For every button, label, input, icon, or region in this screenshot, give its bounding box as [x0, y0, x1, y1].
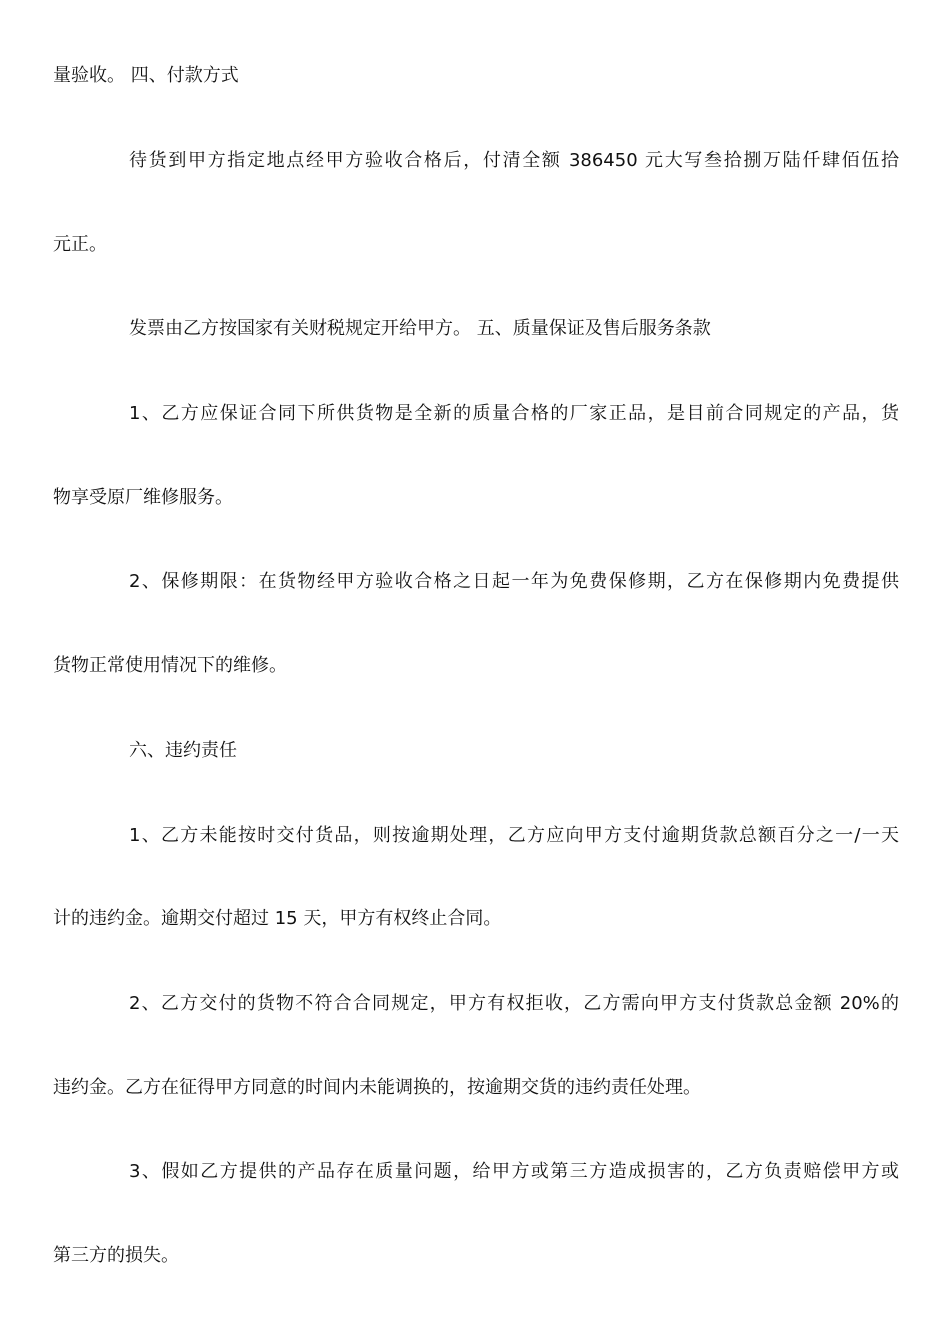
text-line-liability-clause-2-end: 违约金。乙方在征得甲方同意的时间内未能调换的，按逾期交货的违约责任处理。	[53, 1077, 701, 1098]
text-line-liability-clause-1-end: 计的违约金。逾期交付超过 15 天，甲方有权终止合同。	[53, 908, 502, 929]
text-line-section-heading-liability: 六、违约责任	[129, 740, 237, 761]
text-line-liability-clause-1: 1、乙方未能按时交付货品，则按逾期处理，乙方应向甲方支付逾期货款总额百分之一/一天	[129, 825, 899, 846]
text-line-liability-clause-2: 2、乙方交付的货物不符合合同规定，甲方有权拒收，乙方需向甲方支付货款总金额 20%的	[129, 993, 899, 1014]
text-line-section-heading-payment: 量验收。 四、付款方式	[53, 65, 239, 86]
text-line-liability-clause-3-end: 第三方的损失。	[53, 1245, 179, 1266]
text-line-payment-terms-end: 元正。	[53, 234, 107, 255]
text-line-payment-terms: 待货到甲方指定地点经甲方验收合格后，付清全额 386450 元大写叁拾捌万陆仟肆佰伍拾	[129, 150, 899, 171]
text-line-warranty-clause-2: 2、保修期限：在货物经甲方验收合格之日起一年为免费保修期，乙方在保修期内免费提供	[129, 571, 899, 592]
text-line-quality-clause-1-end: 物享受原厂维修服务。	[53, 487, 233, 508]
text-line-quality-clause-1: 1、乙方应保证合同下所供货物是全新的质量合格的厂家正品，是目前合同规定的产品，货	[129, 403, 899, 424]
text-line-invoice-and-section-quality: 发票由乙方按国家有关财税规定开给甲方。 五、质量保证及售后服务条款	[129, 318, 711, 339]
text-line-warranty-clause-2-end: 货物正常使用情况下的维修。	[53, 655, 287, 676]
text-line-liability-clause-3: 3、假如乙方提供的产品存在质量问题，给甲方或第三方造成损害的，乙方负责赔偿甲方或	[129, 1161, 899, 1182]
